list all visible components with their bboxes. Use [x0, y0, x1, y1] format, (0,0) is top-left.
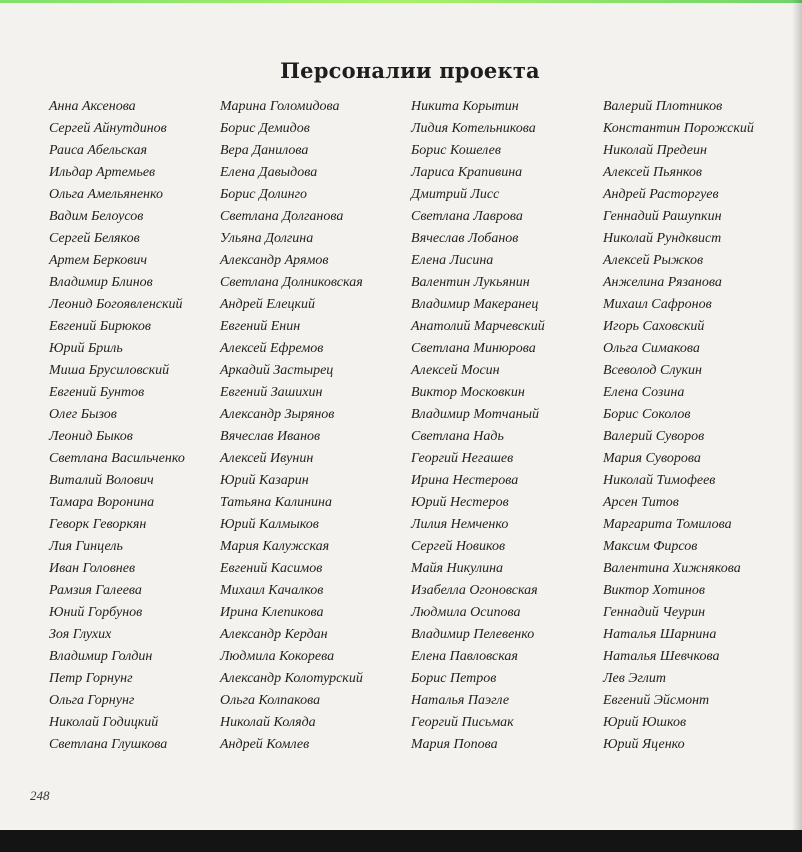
person-name: Борис Петров	[411, 671, 497, 686]
person-name: Николай Предеин	[603, 143, 707, 158]
person-name: Валентин Лукьянин	[411, 275, 530, 290]
person-name: Мария Попова	[411, 737, 498, 752]
person-name: Ольга Горнунг	[49, 693, 135, 708]
person-name: Светлана Глушкова	[49, 737, 168, 752]
person-name: Владимир Пелевенко	[411, 627, 535, 642]
person-name: Ильдар Артемьев	[49, 165, 156, 180]
person-name: Вера Данилова	[220, 143, 309, 158]
person-name: Сергей Беляков	[49, 231, 140, 246]
person-name: Вячеслав Лобанов	[411, 231, 519, 246]
person-name: Максим Фирсов	[603, 539, 698, 554]
person-name: Майя Никулина	[411, 561, 504, 576]
names-column-3	[411, 96, 545, 756]
page-gutter-shadow	[792, 0, 802, 852]
person-name: Елена Лисина	[411, 253, 494, 268]
person-name: Михаил Качалков	[220, 583, 324, 598]
person-name: Елена Созина	[603, 385, 685, 400]
person-name: Людмила Осипова	[411, 605, 521, 620]
person-name: Олег Бызов	[49, 407, 117, 422]
person-name: Маргарита Томилова	[603, 517, 732, 532]
person-name: Анатолий Марчевский	[411, 319, 545, 334]
person-name: Аркадий Застырец	[220, 363, 334, 378]
person-name: Наталья Шарнина	[603, 627, 717, 642]
person-name: Александр Зырянов	[220, 407, 335, 422]
person-name: Сергей Новиков	[411, 539, 506, 554]
person-name: Мария Суворова	[603, 451, 701, 466]
person-name: Виталий Волович	[49, 473, 154, 488]
person-name: Мария Калужская	[220, 539, 330, 554]
names-column-2	[220, 96, 363, 756]
person-name: Светлана Васильченко	[49, 451, 185, 466]
person-name: Виктор Хотинов	[603, 583, 705, 598]
person-name: Елена Павловская	[411, 649, 518, 664]
person-name: Евгений Бунтов	[49, 385, 145, 400]
person-name: Дмитрий Лисс	[411, 187, 500, 202]
person-name: Петр Горнунг	[49, 671, 133, 686]
person-name: Светлана Долниковская	[220, 275, 363, 290]
person-name: Николай Рундквист	[603, 231, 722, 246]
person-name: Владимир Макеранец	[411, 297, 539, 312]
person-name: Николай Тимофеев	[603, 473, 716, 488]
person-name: Георгий Негашев	[411, 451, 514, 466]
person-name: Валерий Плотников	[603, 99, 723, 114]
person-name: Алексей Мосин	[411, 363, 500, 378]
person-name: Владимир Блинов	[49, 275, 153, 290]
person-name: Константин Порожский	[603, 121, 754, 136]
person-name: Юний Горбунов	[49, 605, 143, 620]
person-name: Борис Соколов	[603, 407, 691, 422]
person-name: Андрей Расторгуев	[603, 187, 719, 202]
person-name: Елена Давыдова	[220, 165, 318, 180]
page-top-edge	[0, 0, 802, 3]
person-name: Юрий Бриль	[49, 341, 123, 356]
person-name: Игорь Саховский	[603, 319, 705, 334]
person-name: Лидия Котельникова	[411, 121, 536, 136]
person-name: Геворк Геворкян	[49, 517, 147, 532]
person-name: Владимир Голдин	[49, 649, 153, 664]
person-name: Валерий Суворов	[603, 429, 705, 444]
person-name: Ирина Нестерова	[411, 473, 519, 488]
person-name: Марина Голомидова	[220, 99, 340, 114]
person-name: Ульяна Долгина	[220, 231, 314, 246]
person-name: Лилия Немченко	[411, 517, 509, 532]
person-name: Татьяна Калинина	[220, 495, 333, 510]
page-title: Персоналии проекта	[280, 58, 540, 84]
person-name: Ольга Амельяненко	[49, 187, 164, 202]
person-name: Лев Эглит	[603, 671, 666, 686]
person-name: Анжелина Рязанова	[603, 275, 722, 290]
person-name: Евгений Енин	[220, 319, 301, 334]
person-name: Светлана Лаврова	[411, 209, 523, 224]
person-name: Изабелла Огоновская	[411, 583, 538, 598]
person-name: Николай Коляда	[220, 715, 316, 730]
person-name: Всеволод Слукин	[603, 363, 702, 378]
person-name: Светлана Минюрова	[411, 341, 536, 356]
person-name: Геннадий Рашупкин	[603, 209, 722, 224]
names-column-1	[49, 96, 185, 756]
person-name: Александр Кердан	[220, 627, 328, 642]
person-name: Евгений Касимов	[220, 561, 323, 576]
person-name: Александр Арямов	[220, 253, 329, 268]
person-name: Алексей Рыжков	[603, 253, 704, 268]
person-name: Миша Брусиловский	[49, 363, 170, 378]
person-name: Леонид Богоявленский	[49, 297, 183, 312]
person-name: Николай Годицкий	[49, 715, 159, 730]
person-name: Вадим Белоусов	[49, 209, 144, 224]
person-name: Борис Кошелев	[411, 143, 501, 158]
person-name: Ольга Симакова	[603, 341, 700, 356]
person-name: Лариса Крапивина	[411, 165, 523, 180]
person-name: Иван Головнев	[49, 561, 136, 576]
person-name: Юрий Юшков	[603, 715, 687, 730]
person-name: Артем Беркович	[49, 253, 148, 268]
person-name: Леонид Быков	[49, 429, 133, 444]
person-name: Юрий Яценко	[603, 737, 685, 752]
person-name: Рамзия Галеева	[49, 583, 142, 598]
person-name: Вячеслав Иванов	[220, 429, 321, 444]
person-name: Алексей Ефремов	[220, 341, 324, 356]
person-name: Евгений Эйсмонт	[603, 693, 710, 708]
person-name: Людмила Кокорева	[220, 649, 335, 664]
person-name: Михаил Сафронов	[603, 297, 712, 312]
person-name: Борис Долинго	[220, 187, 308, 202]
page-bottom-edge	[0, 830, 802, 852]
person-name: Борис Демидов	[220, 121, 310, 136]
person-name: Ирина Клепикова	[220, 605, 324, 620]
person-name: Евгений Зашихин	[220, 385, 323, 400]
person-name: Лия Гинцель	[49, 539, 123, 554]
person-name: Сергей Айнутдинов	[49, 121, 167, 136]
person-name: Зоя Глухих	[49, 627, 112, 642]
person-name: Юрий Калмыков	[220, 517, 319, 532]
person-name: Юрий Казарин	[220, 473, 309, 488]
person-name: Виктор Московкин	[411, 385, 525, 400]
page-number: 248	[30, 788, 50, 803]
person-name: Тамара Воронина	[49, 495, 155, 510]
person-name: Геннадий Чеурин	[603, 605, 706, 620]
person-name: Александр Колотурский	[220, 671, 363, 686]
person-name: Арсен Титов	[603, 495, 679, 510]
person-name: Наталья Паэгле	[411, 693, 510, 708]
person-name: Ольга Колпакова	[220, 693, 321, 708]
person-name: Алексей Ивунин	[220, 451, 314, 466]
person-name: Андрей Елецкий	[220, 297, 316, 312]
person-name: Андрей Комлев	[220, 737, 310, 752]
person-name: Светлана Долганова	[220, 209, 344, 224]
person-name: Евгений Бирюков	[49, 319, 151, 334]
person-name: Юрий Нестеров	[411, 495, 509, 510]
person-name: Анна Аксенова	[49, 99, 136, 114]
person-name: Владимир Мотчаный	[411, 407, 540, 422]
names-column-4	[603, 96, 754, 756]
person-name: Алексей Пьянков	[603, 165, 703, 180]
person-name: Наталья Шевчкова	[603, 649, 720, 664]
person-name: Валентина Хижнякова	[603, 561, 741, 576]
person-name: Георгий Письмак	[411, 715, 514, 730]
person-name: Раиса Абельская	[49, 143, 148, 158]
person-name: Никита Корытин	[411, 99, 519, 114]
person-name: Светлана Надь	[411, 429, 504, 444]
